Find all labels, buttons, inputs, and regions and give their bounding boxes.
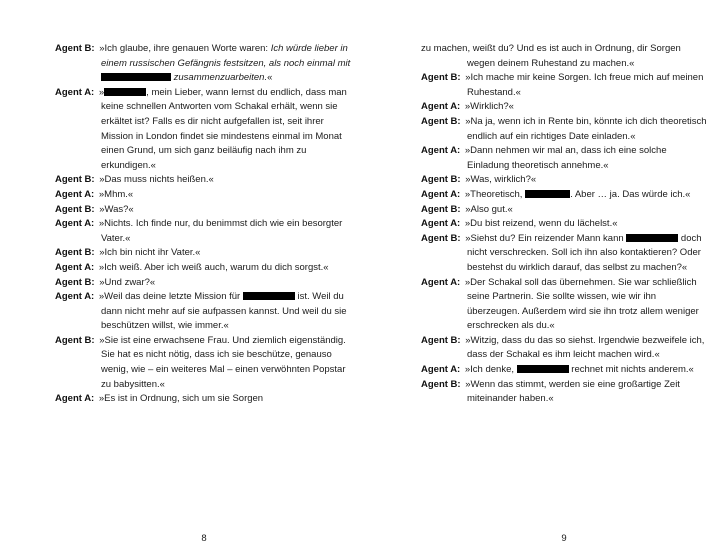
dialogue-text: , mein Lieber, wann lernst du endlich, dass man keine schnellen Antworten vom Schakal erhält, wenn sie erkältet ist? Falls es dir nicht aufgefallen ist, seit ihrer Mission in London findet sie mindestens einmal im Monat einen Grund, um sich ganz beiläufig nach ihm zu erkundigen.« <box>101 86 347 171</box>
redaction-bar <box>525 190 570 198</box>
dialogue-text: doch nicht verschrecken. Soll ich ihn also kontaktieren? Oder bestehst du wirklich darauf, das selbst zu machen?« <box>467 232 702 273</box>
redaction-bar <box>243 292 295 300</box>
dialogue-line <box>421 276 707 334</box>
dialogue-text: »Das muss nichts heißen.« <box>99 174 214 186</box>
dialogue-line <box>55 173 353 188</box>
speaker-label: Agent B: <box>421 72 461 84</box>
dialogue-text: rechnet mit nichts anderem.« <box>568 364 694 376</box>
dialogue-line <box>55 246 353 261</box>
dialogue-text: »Nichts. Ich finde nur, du benimmst dich wie ein besorgter Vater.« <box>98 218 343 244</box>
dialogue-text: « <box>267 72 273 84</box>
speaker-label: Agent A: <box>421 218 461 230</box>
speaker-label: Agent A: <box>55 261 95 273</box>
dialogue-line <box>55 261 353 276</box>
speaker-label: Agent A: <box>421 145 461 157</box>
dialogue-text: »Theoretisch, <box>464 188 526 200</box>
dialogue-lines <box>421 42 707 407</box>
dialogue-text: »Ich denke, <box>464 364 517 376</box>
dialogue-line <box>55 203 353 218</box>
dialogue-text: zu machen, weißt du? Und es ist auch in Ordnung, dir Sorgen wegen deinem Ruhestand zu machen.« <box>421 43 681 69</box>
dialogue-line <box>55 188 353 203</box>
dialogue-text: »Ich glaube, ihre genauen Worte waren: <box>99 43 271 54</box>
dialogue-text: »Du bist reizend, wenn du lächelst.« <box>464 218 618 230</box>
speaker-label: Agent B: <box>421 232 461 244</box>
page-left <box>55 42 353 544</box>
page-number: 8 <box>201 533 207 544</box>
dialogue-text: »Ich bin nicht ihr Vater.« <box>99 247 201 259</box>
dialogue-line <box>421 71 707 100</box>
speaker-label: Agent A: <box>421 364 461 376</box>
redaction-bar <box>626 234 678 242</box>
dialogue-text: »Siehst du? Ein reizender Mann kann <box>465 232 627 244</box>
dialogue-text: »Sie ist eine erwachsene Frau. Und ziemlich eigenständig. Sie hat es nicht nötig, dass ich sie beschütze, genauso wenig, wie – ein weiteres Mal – einen verwöhnten Popstar zu babysitten.« <box>99 334 346 390</box>
dialogue-text: »Es ist in Ordnung, sich um sie Sorgen <box>98 393 264 405</box>
dialogue-line <box>55 392 353 407</box>
redaction-bar <box>104 88 146 96</box>
dialogue-text: »Und zwar?« <box>99 276 156 288</box>
page-right <box>421 42 707 544</box>
dialogue-text: »Mhm.« <box>98 188 134 200</box>
dialogue-text: ist. Weil du dann nicht mehr auf sie aufpassen kannst. Und weil du sie beschützen willst, wie immer.« <box>101 291 347 332</box>
speaker-label: Agent A: <box>55 188 95 200</box>
dialogue-line <box>55 276 353 291</box>
page-number: 9 <box>561 533 567 544</box>
dialogue-lines <box>55 42 353 407</box>
dialogue-line <box>421 334 707 363</box>
speaker-label: Agent A: <box>421 276 461 288</box>
dialogue-text: »Witzig, dass du das so siehst. Irgendwie bezweifele ich, dass der Schakal es ihm leicht machen wird.« <box>465 334 705 361</box>
dialogue-text: »Wenn das stimmt, werden sie eine großartige Zeit miteinander haben.« <box>465 378 680 405</box>
dialogue-line <box>55 290 353 334</box>
dialogue-text: »Na ja, wenn ich in Rente bin, könnte ich dich theoretisch endlich auf ein richtiges Date einladen.« <box>465 115 707 142</box>
speaker-label: Agent B: <box>55 43 95 54</box>
redaction-bar <box>517 365 569 373</box>
dialogue-text: Ich würde lieber in einem russischen Gefängnis festsitzen, als noch einmal mit <box>101 43 351 69</box>
dialogue-text: » <box>98 86 105 98</box>
speaker-label: Agent A: <box>55 393 95 405</box>
dialogue-line <box>421 363 707 378</box>
speaker-label: Agent A: <box>55 218 95 230</box>
dialogue-text: »Dann nehmen wir mal an, dass ich eine solche Einladung theoretisch annehme.« <box>464 145 667 171</box>
dialogue-line <box>421 217 707 232</box>
dialogue-line <box>55 86 353 174</box>
dialogue-text: »Ich weiß. Aber ich weiß auch, warum du dich sorgst.« <box>98 261 329 273</box>
dialogue-line <box>421 115 707 144</box>
speaker-label: Agent A: <box>421 101 461 113</box>
speaker-label: Agent B: <box>55 276 95 288</box>
dialogue-line <box>421 144 707 173</box>
speaker-label: Agent A: <box>55 291 95 303</box>
dialogue-text: zusammenzuarbeiten. <box>171 72 268 84</box>
dialogue-text: . Aber … ja. Das würde ich.« <box>570 188 691 200</box>
speaker-label: Agent B: <box>55 247 95 259</box>
dialogue-text: »Der Schakal soll das übernehmen. Sie war schließlich seine Partnerin. Sie sollte wissen, wie wir ihn überzeugen. Außerdem wird sie ihn trotz allem weniger erschrecken als du.« <box>464 276 699 332</box>
dialogue-line <box>421 203 707 218</box>
dialogue-line <box>421 188 707 203</box>
dialogue-line <box>55 334 353 392</box>
speaker-label: Agent B: <box>421 203 461 215</box>
dialogue-text: »Was?« <box>99 203 134 215</box>
dialogue-text: »Weil das deine letzte Mission für <box>98 291 243 303</box>
redaction-bar <box>101 73 171 81</box>
speaker-label: Agent B: <box>55 203 95 215</box>
dialogue-text: »Ich mache mir keine Sorgen. Ich freue mich auf meinen Ruhestand.« <box>465 72 704 98</box>
speaker-label: Agent B: <box>421 174 461 186</box>
speaker-label: Agent B: <box>421 334 461 346</box>
speaker-label: Agent A: <box>421 188 461 200</box>
dialogue-line <box>55 217 353 246</box>
dialogue-line <box>55 42 353 86</box>
dialogue-text: »Was, wirklich?« <box>465 174 537 186</box>
speaker-label: Agent B: <box>421 378 461 390</box>
dialogue-line <box>421 100 707 115</box>
speaker-label: Agent B: <box>421 115 461 127</box>
speaker-label: Agent B: <box>55 334 95 346</box>
dialogue-line <box>421 378 707 407</box>
dialogue-text: »Also gut.« <box>465 203 513 215</box>
dialogue-line <box>421 42 707 71</box>
dialogue-line <box>421 232 707 276</box>
speaker-label: Agent B: <box>55 174 95 186</box>
dialogue-text: »Wirklich?« <box>464 101 514 113</box>
dialogue-line <box>421 173 707 188</box>
speaker-label: Agent A: <box>55 86 95 98</box>
